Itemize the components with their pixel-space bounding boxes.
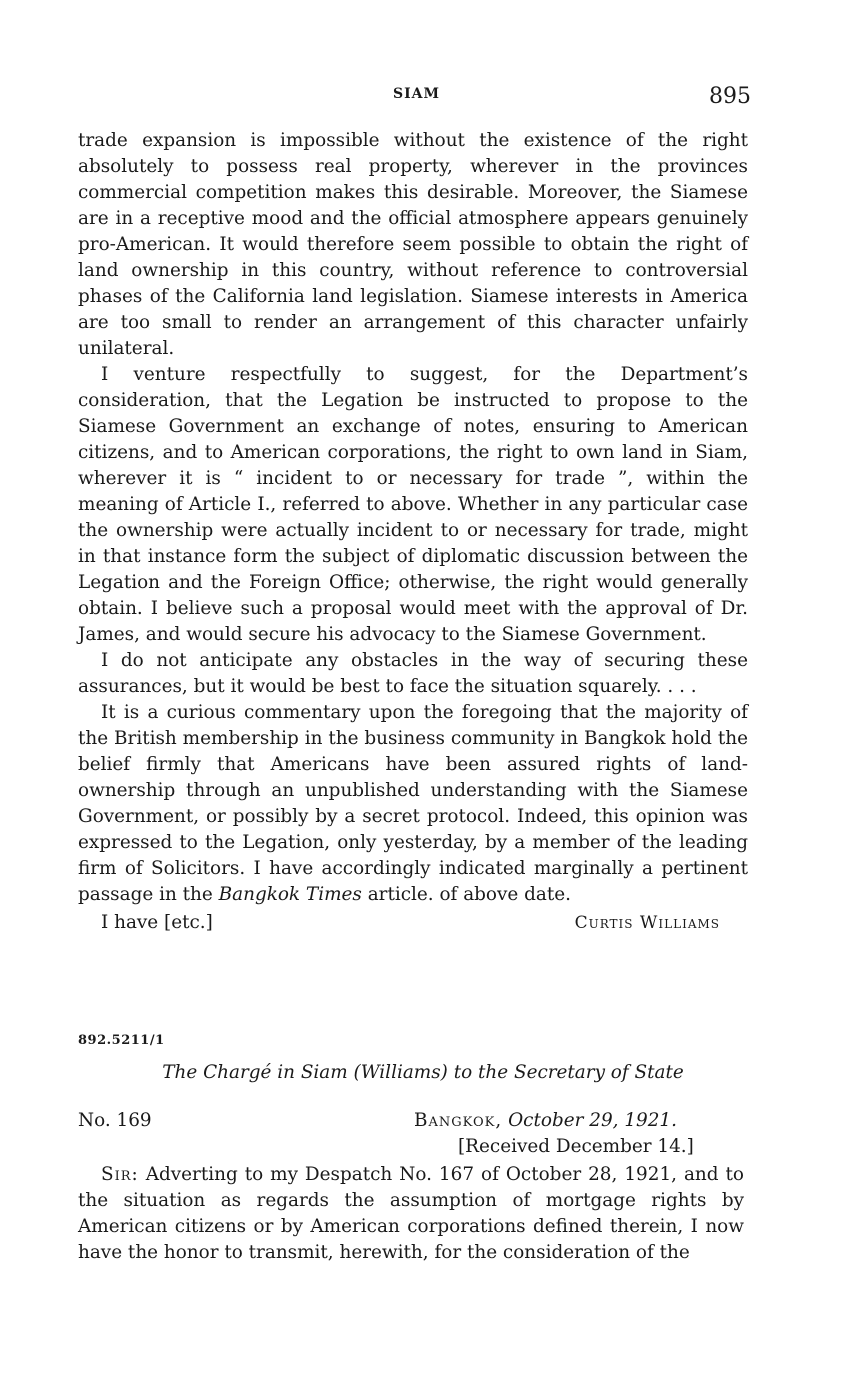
file-number: 892.5211/1 <box>78 1033 165 1048</box>
page-number: 895 <box>709 84 751 109</box>
running-header <box>0 84 857 114</box>
document-heading: The Chargé in Siam (Williams) to the Secretary of State <box>162 1062 684 1083</box>
newspaper-title: Bangkok Times <box>218 884 362 905</box>
place: Bangkok, <box>414 1110 503 1131</box>
letter-body <box>78 1162 744 1266</box>
commentary-text: It is a curious commentary upon the foregoing that the majority of the British membership in the business community in Bangkok hold the belief firmly that Americans have been assured rights of land-ownership through an unpublished understanding with the Siamese Government, or possibly by a secret protocol. Indeed, this opinion was expressed to the Legation, only yesterday, by a member of the leading firm of Solicitors. I have accordingly indicated marginally a pertinent passage in the <box>78 702 748 905</box>
date: October 29, 1921. <box>508 1110 677 1131</box>
place-date-line <box>414 1110 677 1131</box>
running-title: SIAM <box>393 86 441 102</box>
signature: Curtis Williams <box>574 913 720 933</box>
despatch-number: No. 169 <box>78 1110 152 1131</box>
letter-opening-text: Adverting to my Despatch No. 167 of October 28, 1921, and to the situation as regards the assumption of mortgage rights by American citizens or by American corporations defined therein, I now have the honor to transmit, herewith, for the consideration of the <box>78 1164 744 1263</box>
letter-closing <box>78 910 748 938</box>
main-text <box>78 128 748 938</box>
paragraph-continuation: trade expansion is impossible without the existence of the right absolutely to possess real property, wherever in the provinces commercial competition makes this desirable. Moreover, the Siamese are in a receptive mood and the official atmosphere appears genuinely pro-American. It would therefore seem possible to obtain the right of land ownership in this country, without reference to controversial phases of the California land legislation. Siamese interests in America are too small to render an arrangement of this character unfairly unilateral. <box>78 130 748 359</box>
paragraph-commentary <box>78 700 748 908</box>
letter-opening-paragraph <box>78 1162 744 1266</box>
salutation: Sir: <box>101 1164 139 1185</box>
closing-formula: I have [etc.] <box>101 912 213 933</box>
commentary-text-end: article. of above date. <box>361 884 571 905</box>
received-note: [Received December 14.] <box>458 1136 694 1157</box>
paragraph-obstacles: I do not anticipate any obstacles in the way of securing these assurances, but it would be best to face the situation squarely. . . . <box>78 650 748 697</box>
paragraph-proposal: I venture respectfully to suggest, for the Department’s consideration, that the Legation be instructed to propose to the Siamese Government an exchange of notes, ensuring to American citizens, and to American corporations, the right to own land in Siam, wherever it is “ incident to or necessary for trade ”, within the meaning of Article I., referred to above. Whether in any particular case the ownership were actually incident to or necessary for trade, might in that instance form the subject of diplomatic discussion between the Legation and the Foreign Office; otherwise, the right would generally obtain. I believe such a proposal would meet with the approval of Dr. James, and would secure his advocacy to the Siamese Government. <box>78 364 748 645</box>
